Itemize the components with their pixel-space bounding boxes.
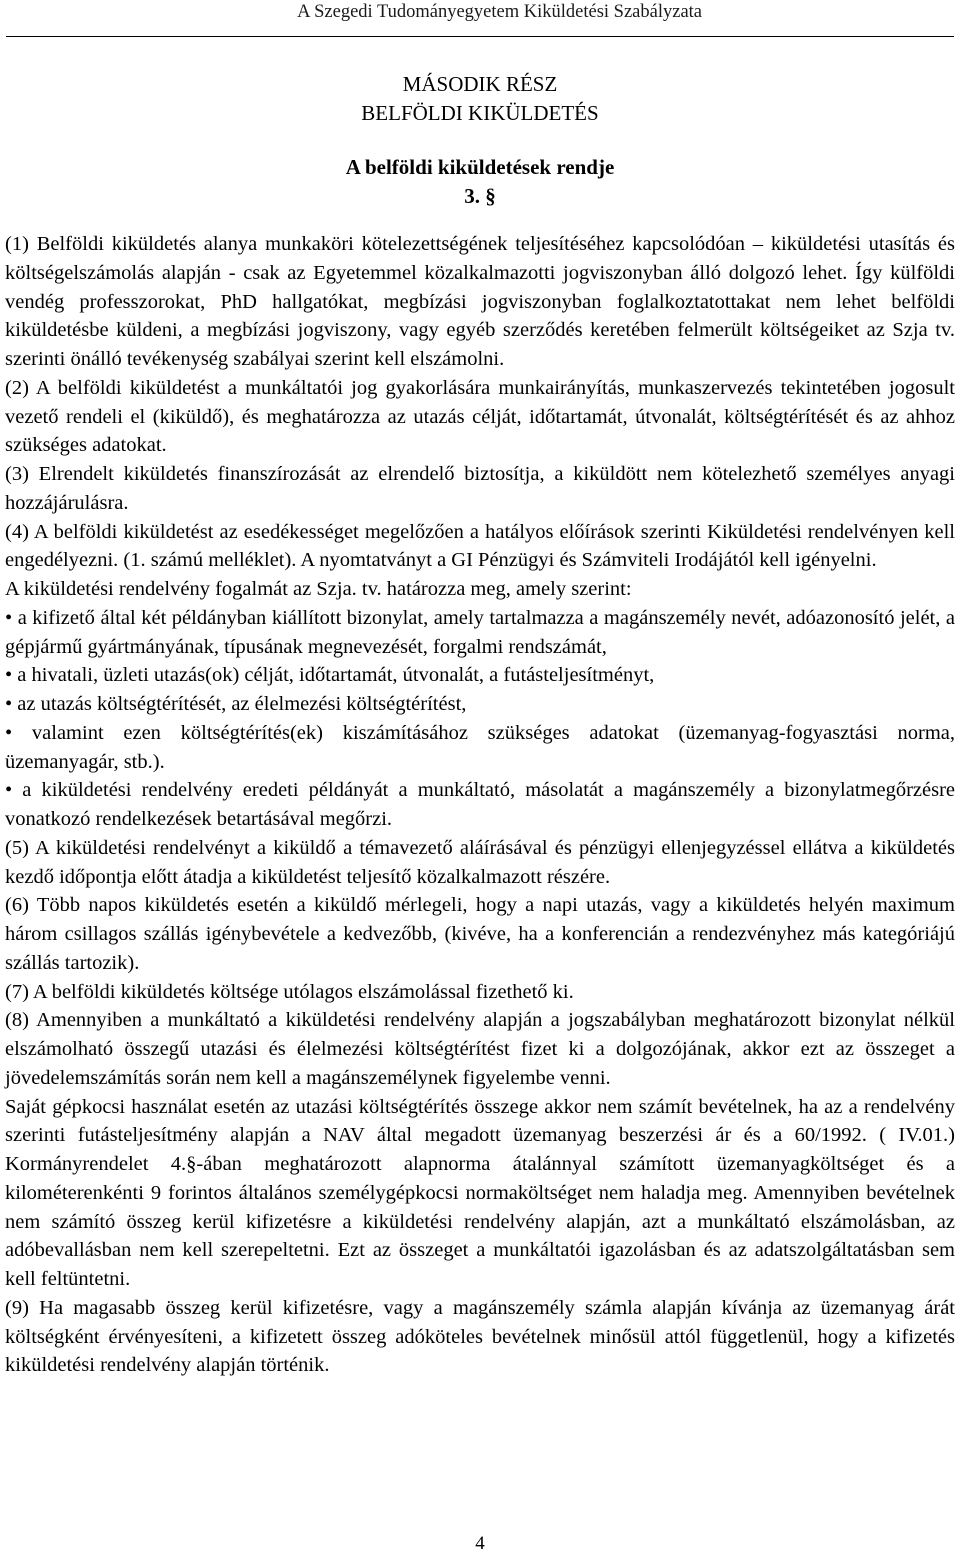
bullet-item-3: • az utazás költségtérítését, az élelmezési költségtérítést, bbox=[5, 693, 467, 715]
paragraph-1: (1) Belföldi kiküldetés alanya munkaköri kötelezettségének teljesítéséhez kapcsolódóan – kiküldetési utasítás és költségelszámolás alapján - csak az Egyetemmel közalkalmazotti jogviszonyban álló dolgozó lehet. Így külföldi vendég professzorokat, PhD hallgatókat, megbízási jogviszonyban foglalkoztatottakat nem lehet belföldi kiküldetésbe küldeni, a megbízási jogviszony, vagy egyéb szerződés keretében felmerült költségeiket az Szja tv. szerinti önálló tevékenység szabályai szerint kell elszámolni. bbox=[5, 233, 955, 370]
paragraph-6: (6) Több napos kiküldetés esetén a kiküldő mérlegeli, hogy a napi utazás, vagy a kiküldetés helyén maximum három csillagos szállás igénybevétele a kedvezőbb, (kivéve, ha a konferencián a rendezvényhez más kategóriájú szállás tartozik). bbox=[5, 894, 955, 974]
bullet-item-4: • valamint ezen költségtérítés(ek) kiszámításához szükséges adatokat (üzemanyag-fogyasztási norma, üzemanyagár, stb.). bbox=[5, 721, 955, 773]
page-number: 4 bbox=[475, 1533, 485, 1554]
paragraph-car-usage: Saját gépkocsi használat esetén az utazási költségtérítés összege akkor nem számít bevételnek, ha az a rendelvény szerinti futásteljesítmény alapján a NAV által megadott üzemanyag beszerzési ár és a 60/1992. ( IV.01.) Kormányrendelet 4.§-ában meghatározott alapnorma átalánnyal számított üzemanyagköltséget és a kilométerenkénti 9 forintos általános személygépkocsi normaköltséget nem haladja meg. Amennyiben bevételnek nem számító összeg kerül kifizetésre a kiküldetési rendelvény alapján, azt a munkáltató elszámolásban, az adóbevallásban nem kell szerepeltetni. Ezt az összeget a munkáltatói igazolásban és az adatszolgáltatásban sem kell feltüntetni. bbox=[5, 1095, 955, 1290]
bullet-item-2: • a hivatali, üzleti utazás(ok) célját, időtartamát, útvonalát, a futásteljesítményt, bbox=[5, 664, 655, 687]
paragraph-5: (5) A kiküldetési rendelvényt a kiküldő a témavezető aláírásával és pénzügyi ellenjegyzéssel ellátva a kiküldetés kezdő időpontja előtt átadja a kiküldetést teljesítő közalkalmazott részére. bbox=[5, 836, 955, 888]
header-title: A Szegedi Tudományegyetem Kiküldetési Szabályzata bbox=[297, 2, 702, 22]
paragraph-4: (4) A belföldi kiküldetést az esedékességet megelőzően a hatályos előírások szerinti Kiküldetési rendelvényen kell engedélyezni. (1. számú melléklet). A nyomtatványt a GI Pénzügyi és Számviteli Irodájától kell igényelni. bbox=[5, 520, 955, 572]
document-body bbox=[5, 230, 955, 1380]
bullet-item-5: • a kiküldetési rendelvény eredeti példányát a munkáltató, másolatát a magánszemély a bizonylatmegőrzésre vonatkozó rendelkezések betartásával megőrzi. bbox=[5, 779, 955, 830]
paragraph-definition-intro: A kiküldetési rendelvény fogalmát az Szja. tv. határozza meg, amely szerint: bbox=[5, 578, 632, 600]
paragraph-3: (3) Elrendelt kiküldetés finanszírozását az elrendelő biztosítja, a kiküldött nem kötelezhető személyes anyagi hozzájárulásra. bbox=[5, 463, 955, 514]
paragraph-9: (9) Ha magasabb összeg kerül kifizetésre, vagy a magánszemély számla alapján kívánja az üzemanyag árát költségként érvényesíteni, a kifizetett összeg adóköteles bevételnek minősül attól függetlenül, hogy a kifizetés kiküldetési rendelvény alapján történik. bbox=[5, 1296, 955, 1377]
section-headings bbox=[0, 70, 960, 211]
header-divider bbox=[6, 36, 954, 37]
section-number: 3. § bbox=[464, 184, 496, 208]
bullet-item-1: • a kifizető által két példányban kiállított bizonylat, amely tartalmazza a magánszemély nevét, adóazonosító jelét, a gépjármű gyártmányának, típusának megnevezését, forgalmi rendszámát, bbox=[5, 606, 955, 658]
paragraph-8: (8) Amennyiben a munkáltató a kiküldetési rendelvény alapján a jogszabályban meghatározott bizonylat nélkül elszámolható összegű utazási és élelmezési költségtérítést fizet ki a dolgozójának, akkor ezt az összeget a jövedelemszámítás során nem kell a magánszemélynek figyelembe venni. bbox=[5, 1009, 955, 1089]
section-title: A belföldi kiküldetések rendje bbox=[345, 155, 615, 179]
part-title: BELFÖLDI KIKÜLDETÉS bbox=[361, 101, 599, 125]
paragraph-7: (7) A belföldi kiküldetés költsége utólagos elszámolással fizethető ki. bbox=[5, 980, 574, 1003]
page-header bbox=[0, 0, 960, 38]
paragraph-2: (2) A belföldi kiküldetést a munkáltatói jog gyakorlására munkairányítás, munkaszervezés tekintetében jogosult vezető rendeli el (kiküldő), és meghatározza az utazás célját, időtartamát, útvonalát, költségtérítését és az ahhoz szükséges adatokat. bbox=[5, 376, 955, 457]
part-heading: MÁSODIK RÉSZ bbox=[402, 72, 558, 96]
